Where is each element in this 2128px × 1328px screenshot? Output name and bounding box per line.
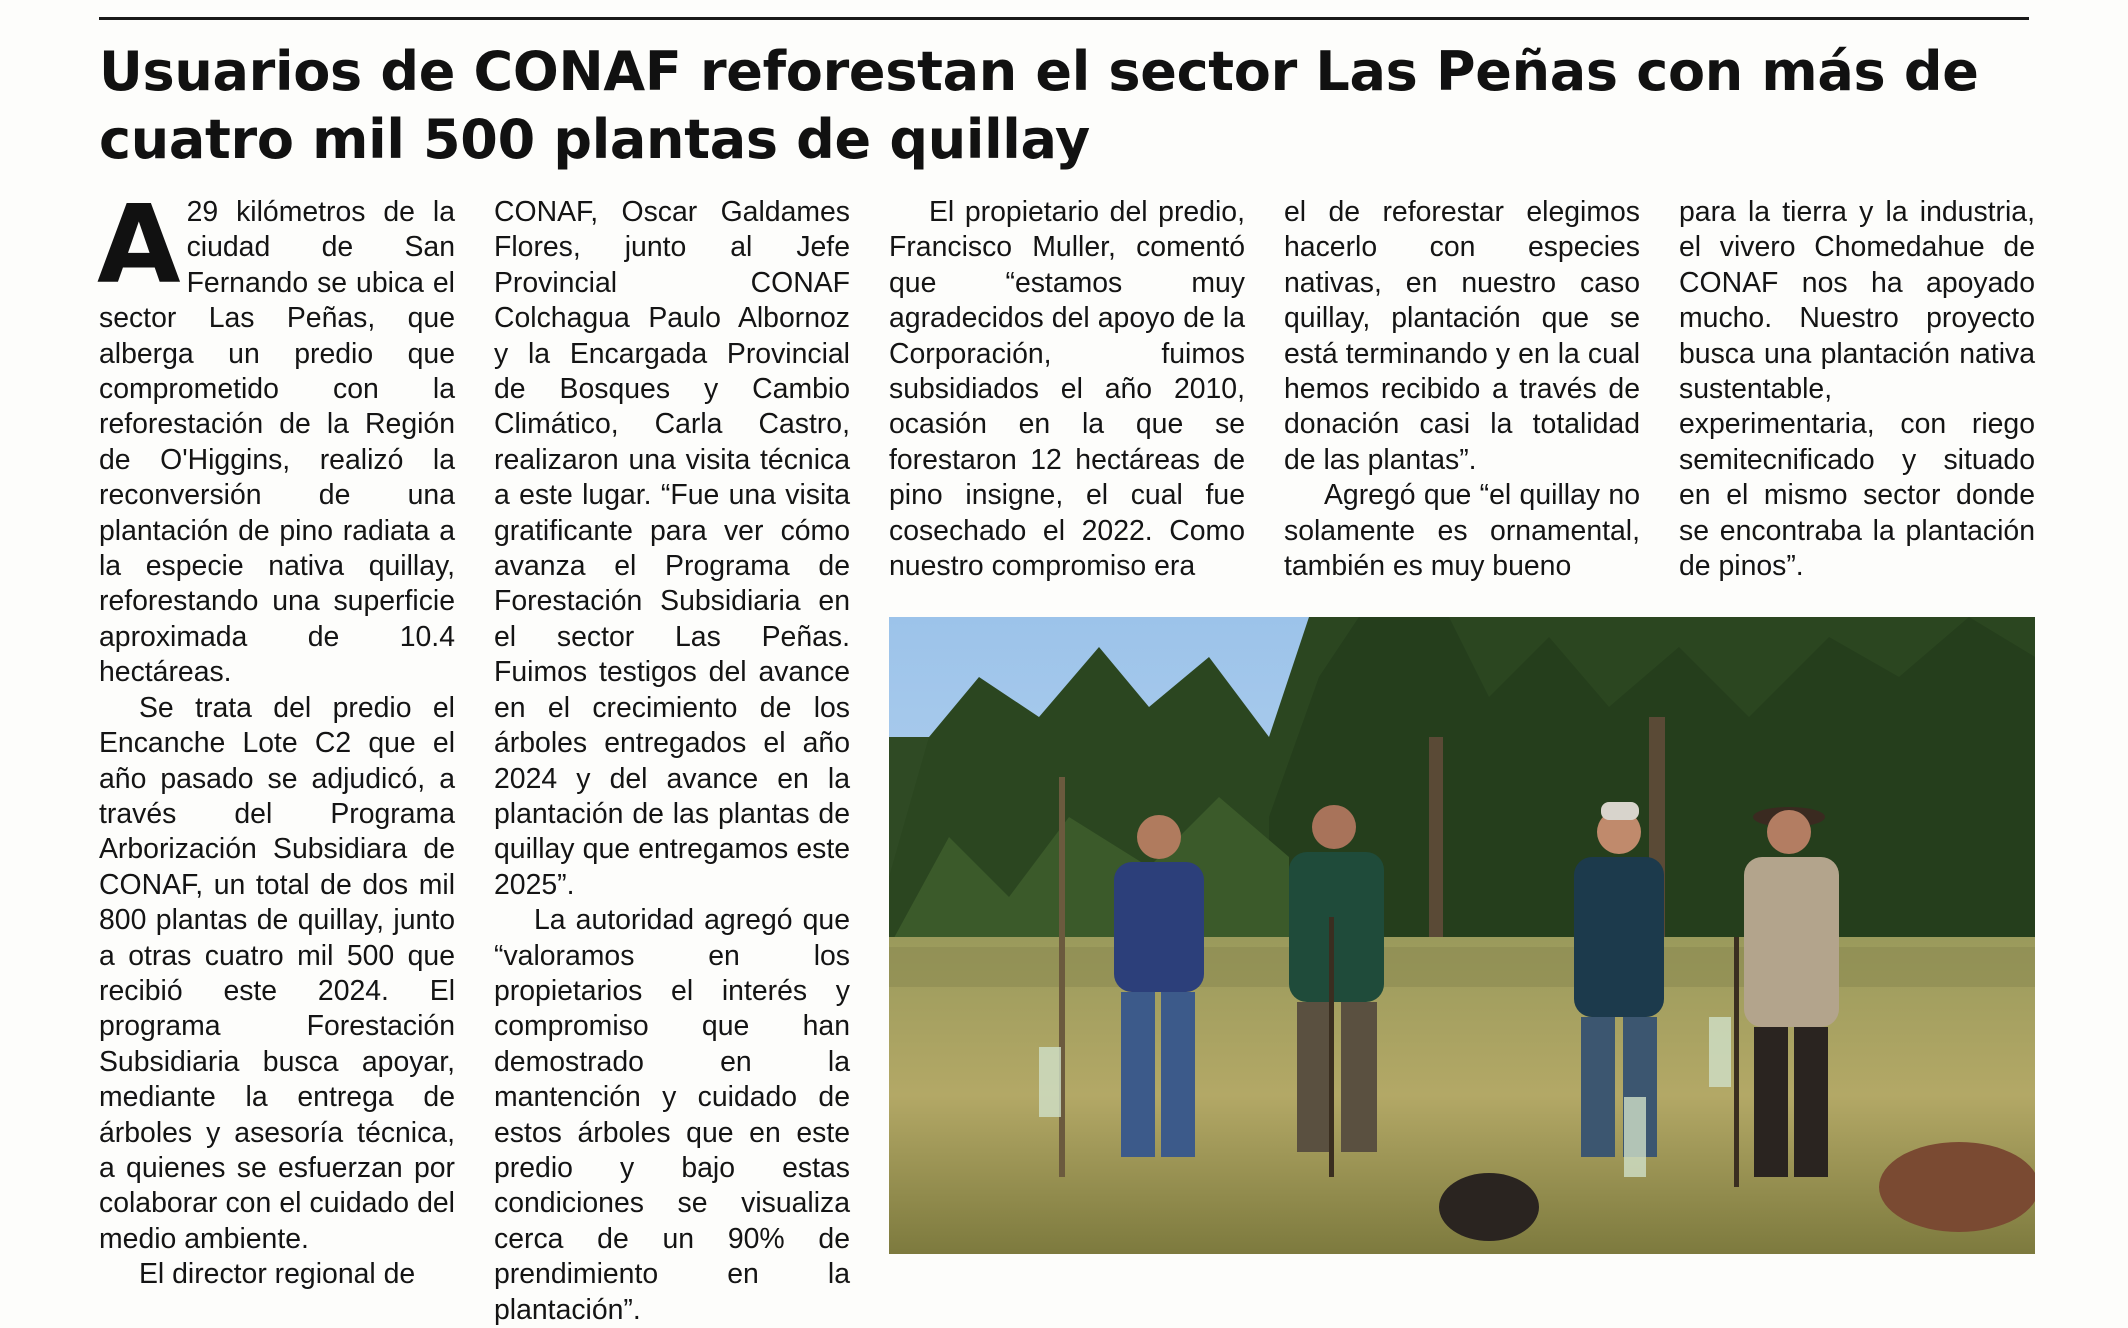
column-4 (1284, 195, 1640, 584)
paragraph: CONAF, Oscar Galdames Flores, junto al Jefe Provincial CONAF Colchagua Paulo Albornoz y la Encargada Provincial de Bosques y Cambio Climático, Carla Castro, realizaron una visita técnica a este lugar. “Fue una visita gratificante para ver cómo avanza el Programa de Forestación Subsidiaria en el sector Las Peñas. Fuimos testigos del avance en el crecimiento de los árboles entregados el año 2024 y del avance en la plantación de las plantas de quillay que entregamos este 2025”. (494, 196, 850, 901)
article-photo (889, 617, 2035, 1254)
paragraph: para la tierra y la industria, el vivero Chomedahue de CONAF nos ha apoyado mucho. Nuestro proyecto busca una plantación nativa sustentable, experimentaria, con riego semitecnificado y situado en el mismo sector donde se encontraba la plantación de pinos”. (1679, 196, 2035, 583)
column-1 (97, 183, 455, 1293)
column-2 (494, 195, 850, 1328)
headline: Usuarios de CONAF reforestan el sector Las Peñas con más de cuatro mil 500 plantas de quillay (99, 40, 1979, 171)
paragraph: Se trata del predio el Encanche Lote C2 que el año pasado se adjudicó, a través del Programa Arborización Subsidiara de CONAF, un total de dos mil 800 plantas de quillay, junto a otras cuatro mil 500 que recibió este 2024. El programa Forestación Subsidiaria busca apoyar, mediante la entrega de árboles y asesoría técnica, a quienes se esfuerzan por colaborar con el cuidado del medio ambiente. (99, 691, 455, 1255)
top-rule (99, 17, 2029, 20)
paragraph: El director regional de (139, 1258, 416, 1291)
paragraph: El propietario del predio, Francisco Muller, comentó que “estamos muy agradecidos del apoyo de la Corporación, fuimos subsidiados el año 2010, ocasión en la que se forestaron 12 hectáreas de pino insigne, el cual fue cosechado el 2022. Como nuestro compromiso era (889, 196, 1245, 583)
photo-illustration (889, 617, 2035, 1254)
column-5 (1679, 195, 2035, 584)
paragraph (97, 183, 455, 691)
drop-cap: A (97, 183, 181, 308)
paragraph: el de reforestar elegimos hacerlo con especies nativas, en nuestro caso quillay, plantación que se está terminando y en la cual hemos recibido a través de donación casi la totalidad de las plantas”. (1284, 196, 1640, 476)
paragraph: Agregó que “el quillay no solamente es ornamental, también es muy bueno (1284, 479, 1640, 583)
paragraph-text: 29 kilómetros de la ciudad de San Fernando se ubica el sector Las Peñas, que alberga un predio que comprometido con la reforestación de la Región de O'Higgins, realizó la reconversión de una plantación de pino radiata a la especie nativa quillay, reforestando una superficie aproximada de 10.4 hectáreas. (99, 196, 455, 689)
paragraph: La autoridad agregó que “valoramos en los propietarios el interés y compromiso que han demostrado en la mantención y cuidado de estos árboles que en este predio y bajo estas condiciones se visualiza cerca de un 90% de prendimiento en la plantación”. (494, 904, 850, 1326)
column-3 (889, 195, 1245, 584)
